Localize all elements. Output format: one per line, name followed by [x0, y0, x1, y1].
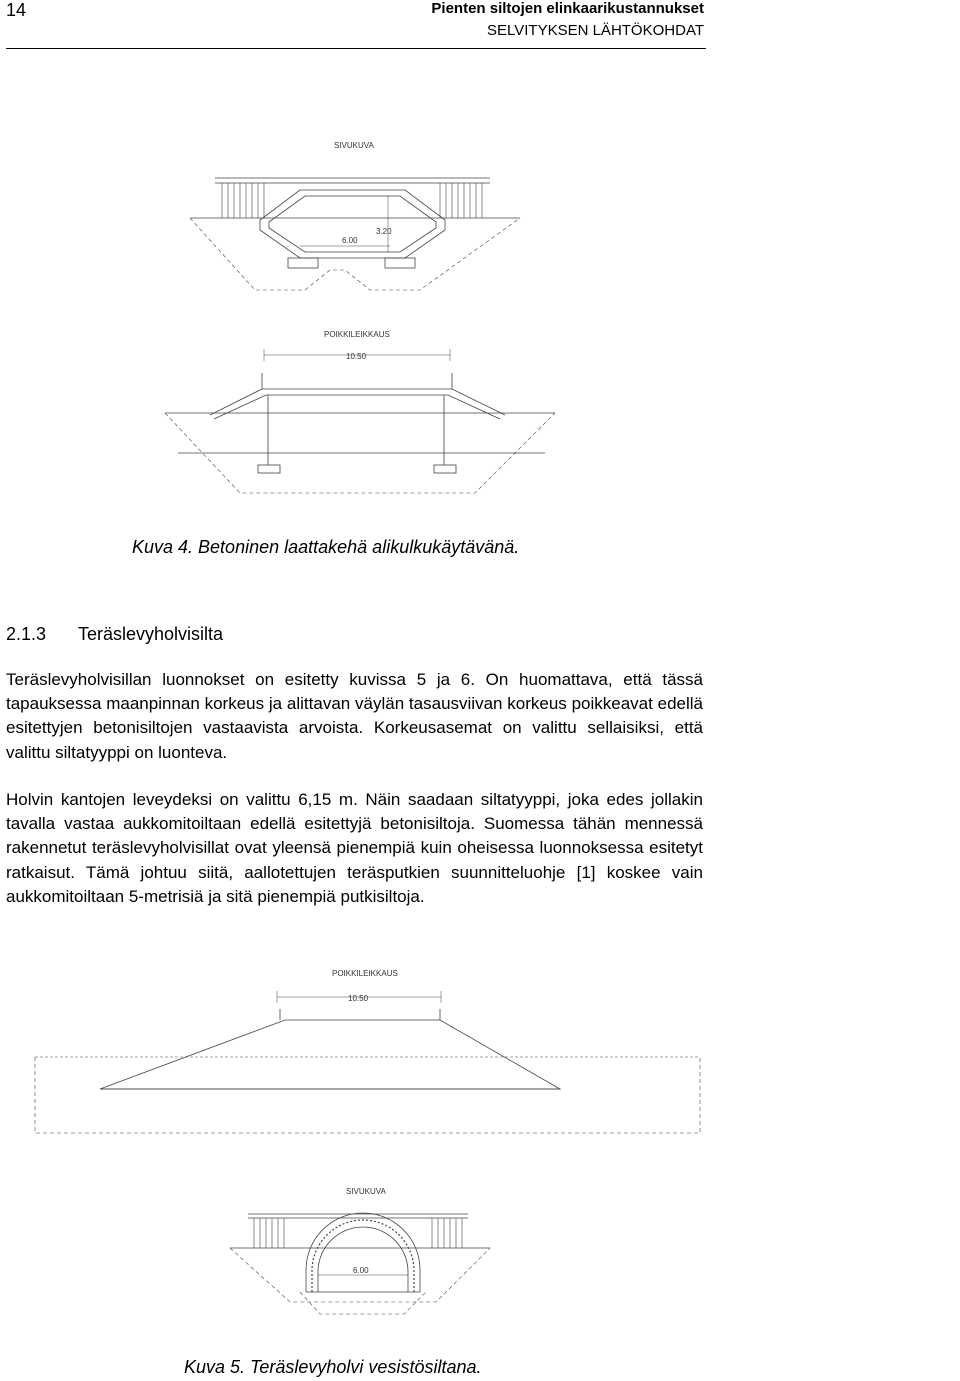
- body-paragraph-1: Teräslevyholvisillan luonnokset on esitetty kuvissa 5 ja 6. On huomattava, että tässä tapauksessa maanpinnan korkeus ja alittavan väylän tasausviivan korkeus poikkeavat edellä esitettyjen betonisiltojen vastaavista arvoista. Korkeusasemat on valittu sellaisiksi, että valittu siltatyyppi on luonteva.: [6, 670, 703, 762]
- section-title: Teräslevyholvisilta: [78, 624, 224, 644]
- figure5-side-view-drawing: [0, 1180, 720, 1325]
- figure4-side-view-drawing: [0, 130, 720, 310]
- figure4-height-dimension: 3.20: [376, 227, 392, 236]
- figure5-caption: Kuva 5. Teräslevyholvi vesistösiltana.: [184, 1357, 482, 1377]
- figure4-cross-section-label: POIKKILEIKKAUS: [324, 330, 390, 339]
- figure5-cross-section-drawing: [0, 965, 720, 1145]
- figure5-width-dimension: 10.50: [348, 994, 369, 1003]
- figure5-cross-section-label: POIKKILEIKKAUS: [332, 969, 398, 978]
- figure4-caption: Kuva 4. Betoninen laattakehä alikulkukäytävänä.: [132, 537, 520, 557]
- header-divider: [6, 48, 706, 49]
- figure5-span-dimension: 6.00: [353, 1266, 369, 1275]
- body-paragraph-2: Holvin kantojen leveydeksi on valittu 6,15 m. Näin saadaan siltatyyppi, joka edes jollakin tavalla vastaa aukkomitoiltaan edellä esitettyjä betonisiltoja. Suomessa tähän mennessä rakennetut teräslevyholvisillat ovat yleensä pienempiä kuin oheisessa luonnoksessa esitetyt ratkaisut. Tämä johtuu siitä, aallotettujen teräsputkien suunnitteluohje [1] koskee vain aukkomitoiltaan 5-metrisiä ja sitä pienempiä putkisiltoja.: [6, 790, 703, 906]
- figure5-side-view-label: SIVUKUVA: [346, 1187, 386, 1196]
- running-header-title: Pienten siltojen elinkaarikustannukset: [431, 0, 704, 17]
- figure4-span-dimension: 6.00: [342, 236, 358, 245]
- figure4-width-dimension: 10.50: [346, 352, 367, 361]
- running-header-subtitle: SELVITYKSEN LÄHTÖKOHDAT: [487, 22, 704, 39]
- section-heading: [6, 624, 223, 645]
- figure4-side-view-label: SIVUKUVA: [334, 141, 374, 150]
- figure4-cross-section-drawing: [0, 325, 720, 505]
- section-number: 2.1.3: [6, 624, 47, 644]
- page-number: 14: [6, 0, 27, 20]
